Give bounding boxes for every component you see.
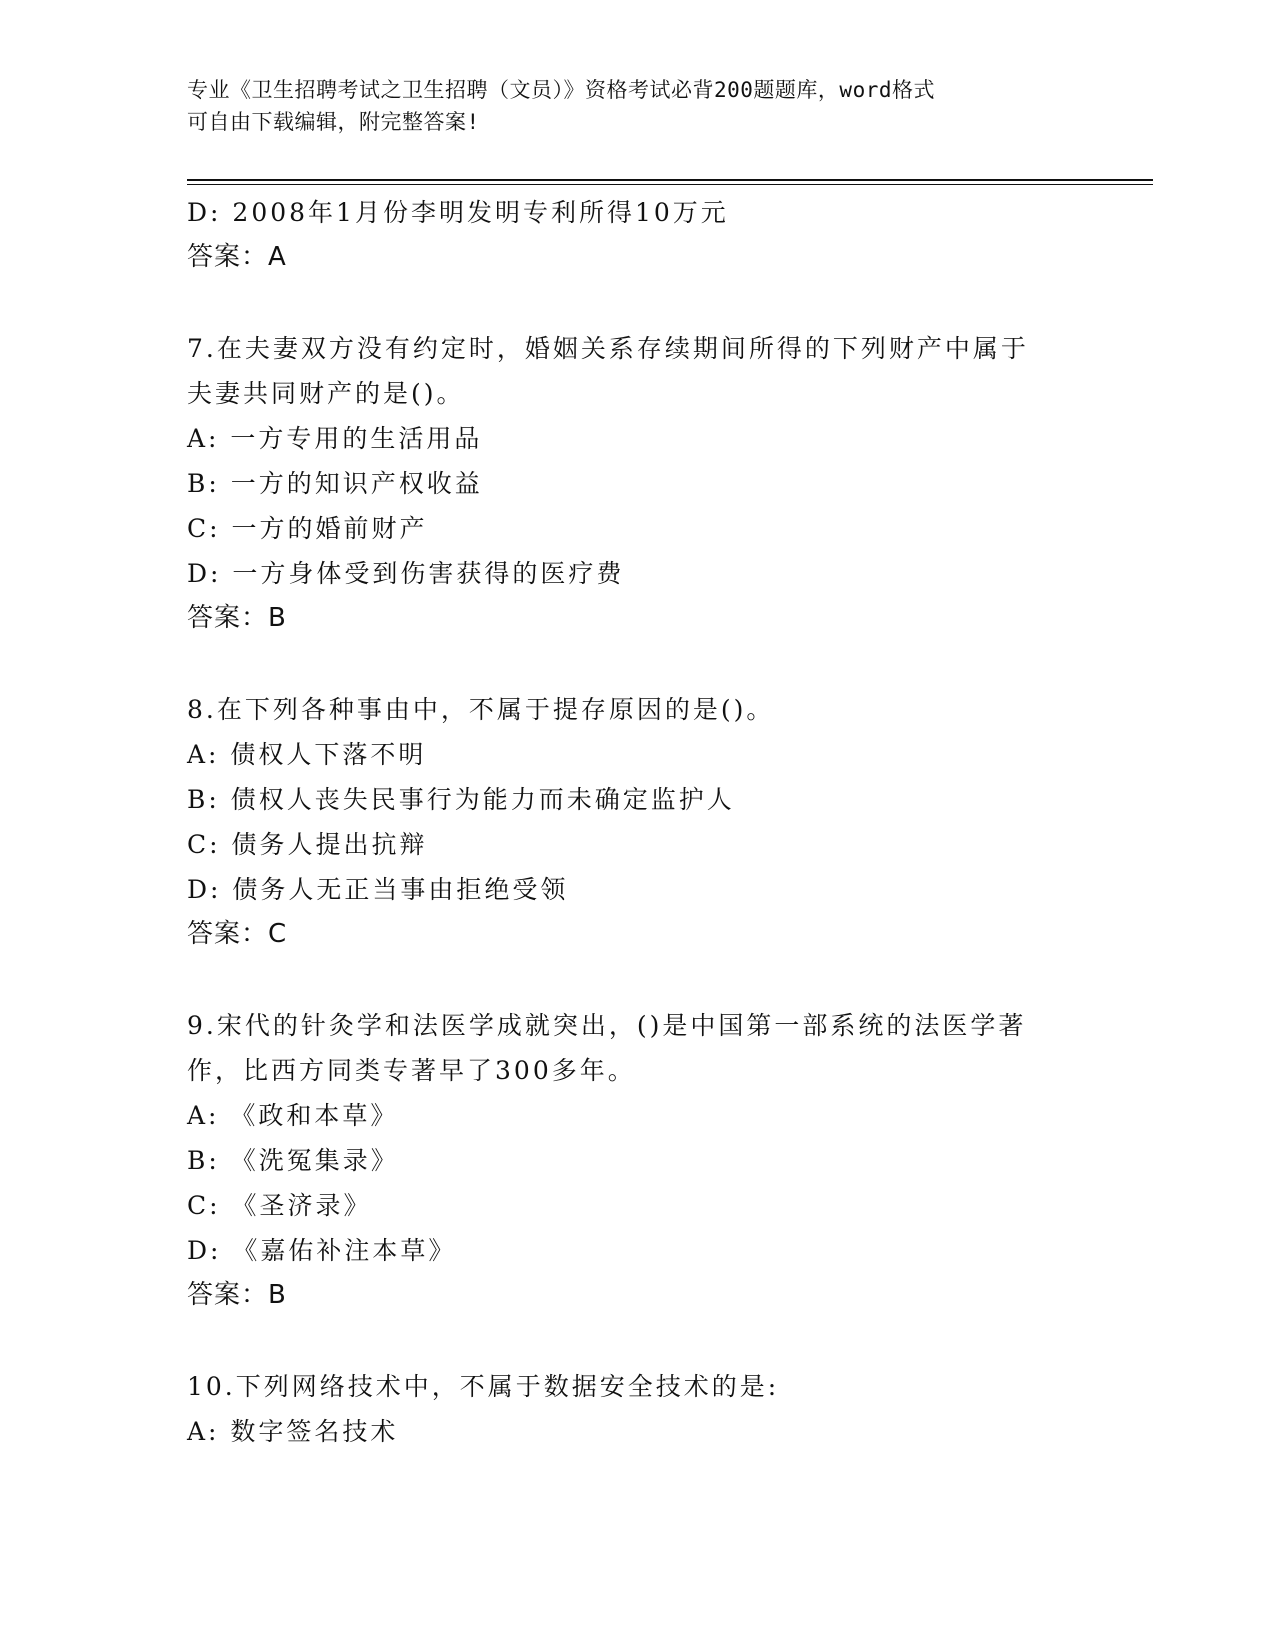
question-stem-cont: 夫妻共同财产的是()。 <box>187 379 465 408</box>
prev-option-d: D: 2008年1月份李明发明专利所得10万元 <box>187 198 729 227</box>
question-9 <box>187 1003 1087 1318</box>
question-7 <box>187 326 1087 641</box>
option-d: D: 债务人无正当事由拒绝受领 <box>187 875 569 904</box>
question-stem: 8.在下列各种事由中，不属于提存原因的是()。 <box>187 695 775 724</box>
answer: 答案：B <box>187 603 287 633</box>
prev-answer: 答案：A <box>187 242 287 272</box>
question-8 <box>187 687 1087 957</box>
option-c: C: 债务人提出抗辩 <box>187 830 428 859</box>
option-a: A: 债权人下落不明 <box>187 740 427 769</box>
question-content <box>187 190 1087 1454</box>
option-a: A: 一方专用的生活用品 <box>187 424 483 453</box>
answer: 答案：B <box>187 1280 287 1310</box>
option-d: D: 一方身体受到伤害获得的医疗费 <box>187 559 625 588</box>
question-stem-cont: 作，比西方同类专著早了300多年。 <box>187 1056 636 1085</box>
question-stem: 7.在夫妻双方没有约定时，婚姻关系存续期间所得的下列财产中属于 <box>187 334 1029 363</box>
header-line-1: 专业《卫生招聘考试之卫生招聘（文员）》资格考试必背200题题库，word格式 <box>187 78 935 102</box>
option-a: A: 《政和本草》 <box>187 1101 399 1130</box>
option-b: B: 一方的知识产权收益 <box>187 469 483 498</box>
header-divider-thick <box>187 179 1153 181</box>
question-stem: 10.下列网络技术中，不属于数据安全技术的是: <box>187 1372 780 1401</box>
option-d: D: 《嘉佑补注本草》 <box>187 1236 457 1265</box>
option-a: A: 数字签名技术 <box>187 1417 399 1446</box>
header-divider-thin <box>187 184 1153 185</box>
option-b: B: 《洗冤集录》 <box>187 1146 399 1175</box>
option-c: C: 一方的婚前财产 <box>187 514 428 543</box>
header-line-2: 可自由下载编辑，附完整答案! <box>187 110 480 134</box>
document-header <box>187 74 1087 138</box>
question-stem: 9.宋代的针灸学和法医学成就突出，()是中国第一部系统的法医学著 <box>187 1011 1027 1040</box>
option-b: B: 债权人丧失民事行为能力而未确定监护人 <box>187 785 735 814</box>
question-10 <box>187 1364 1087 1454</box>
answer: 答案：C <box>187 919 288 949</box>
option-c: C: 《圣济录》 <box>187 1191 372 1220</box>
